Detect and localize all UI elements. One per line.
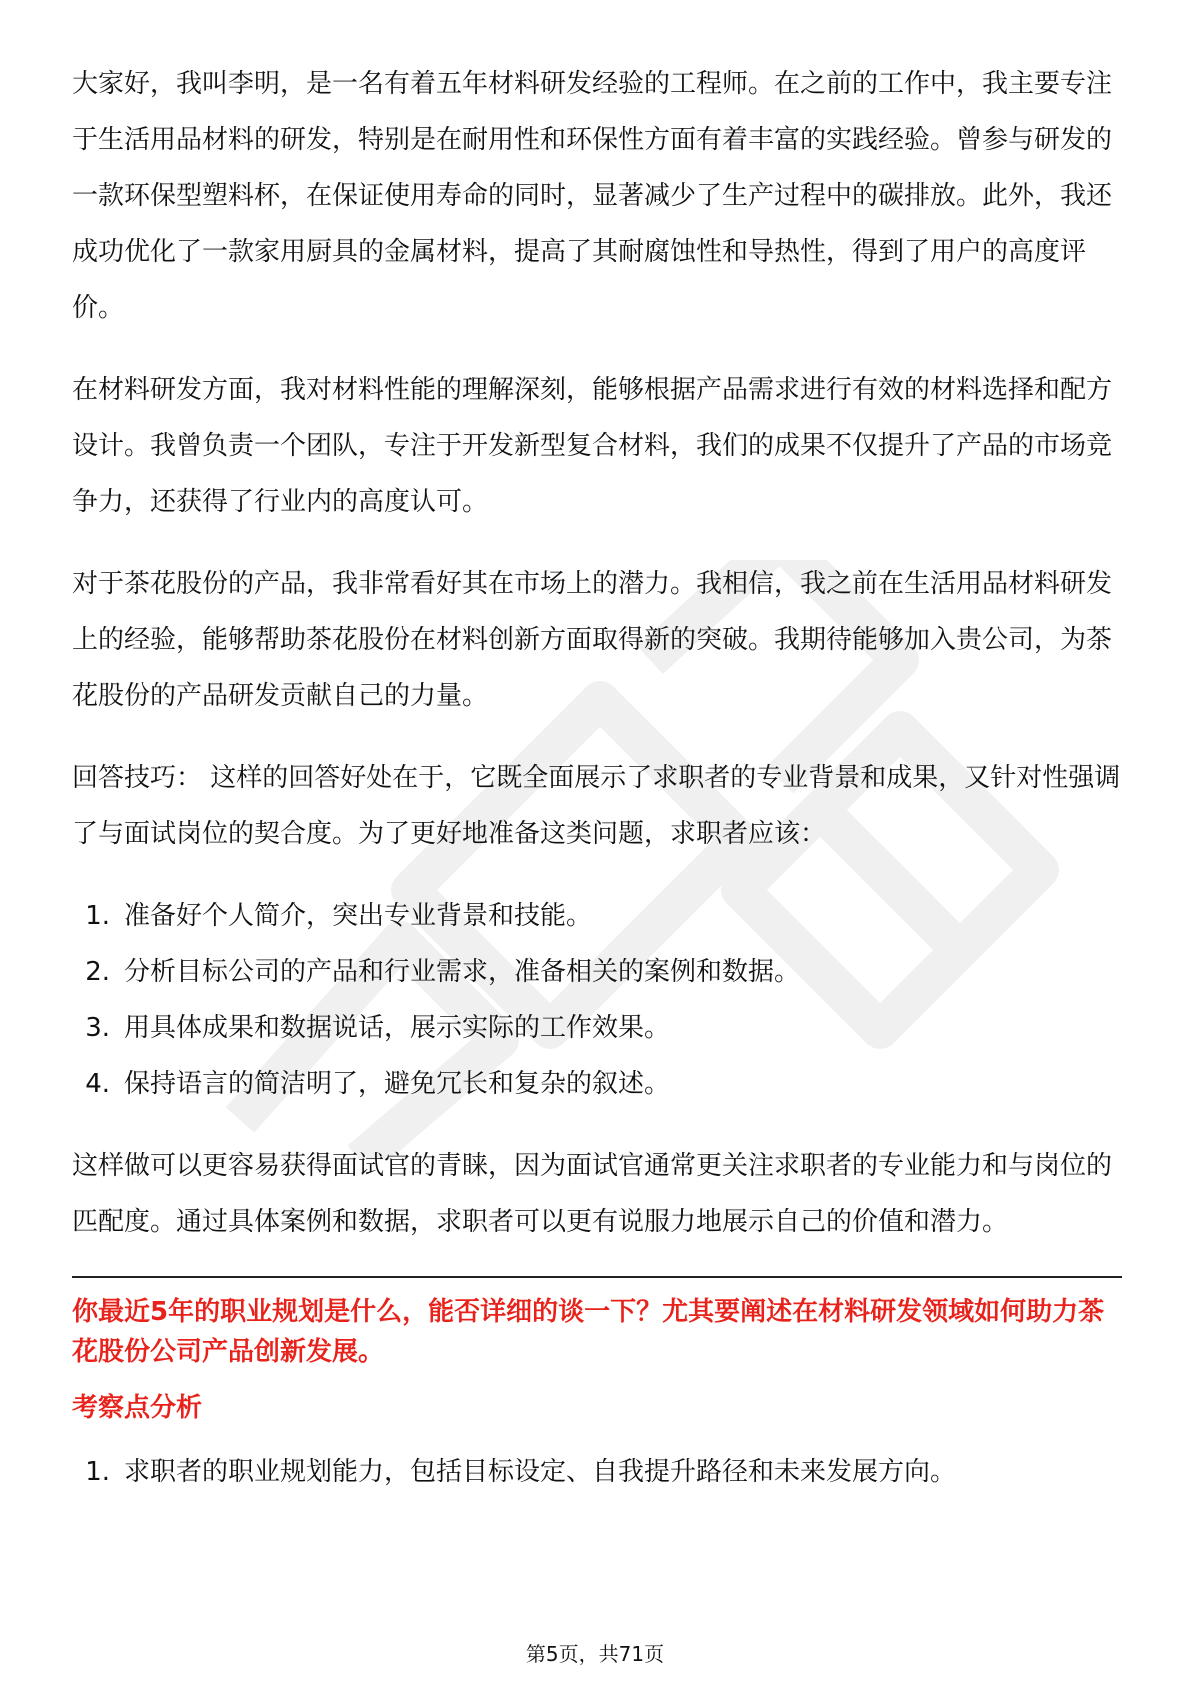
list-item bbox=[72, 1444, 1122, 1500]
list-item bbox=[72, 888, 1122, 944]
page-number: 第5页，共71页 bbox=[525, 1642, 665, 1666]
list-item bbox=[72, 1056, 1122, 1112]
closing-paragraph: 这样做可以更容易获得面试官的青睐，因为面试官通常更关注求职者的专业能力和与岗位的匹配度。通过具体案例和数据，求职者可以更有说服力地展示自己的价值和潜力。 bbox=[72, 1151, 1113, 1237]
list-item-number: 3. bbox=[85, 1013, 110, 1043]
experience-paragraph: 在材料研发方面，我对材料性能的理解深刻，能够根据产品需求进行有效的材料选择和配方设计。我曾负责一个团队，专注于开发新型复合材料，我们的成果不仅提升了产品的市场竞争力，还获得了行业内的高度认可。 bbox=[72, 375, 1113, 517]
intro-paragraph: 大家好，我叫李明，是一名有着五年材料研发经验的工程师。在之前的工作中，我主要专注于生活用品材料的研发，特别是在耐用性和环保性方面有着丰富的实践经验。曾参与研发的一款环保型塑料杯，在保证使用寿命的同时，显著减少了生产过程中的碳排放。此外，我还成功优化了一款家用厨具的金属材料，提高了其耐腐蚀性和导热性，得到了用户的高度评价。 bbox=[72, 69, 1113, 323]
tips-list bbox=[72, 888, 1122, 1112]
interview-question: 你最近5年的职业规划是什么，能否详细的谈一下？尤其要阐述在材料研发领域如何助力茶花股份公司产品创新发展。 bbox=[72, 1297, 1105, 1367]
list-item-number: 1. bbox=[85, 901, 110, 931]
answer-tips-paragraph: 回答技巧： 这样的回答好处在于，它既全面展示了求职者的专业背景和成果，又针对性强调了与面试岗位的契合度。为了更好地准备这类问题，求职者应该： bbox=[72, 763, 1121, 849]
section-divider bbox=[72, 1276, 1122, 1278]
document-page bbox=[72, 56, 1122, 1526]
list-item-text: 求职者的职业规划能力，包括目标设定、自我提升路径和未来发展方向。 bbox=[124, 1457, 957, 1487]
list-item-text: 准备好个人简介，突出专业背景和技能。 bbox=[124, 901, 593, 931]
list-item-text: 用具体成果和数据说话，展示实际的工作效果。 bbox=[124, 1013, 671, 1043]
list-item-text: 保持语言的简洁明了，避免冗长和复杂的叙述。 bbox=[124, 1069, 671, 1099]
list-item bbox=[72, 1000, 1122, 1056]
analysis-list bbox=[72, 1444, 1122, 1500]
motivation-paragraph: 对于茶花股份的产品，我非常看好其在市场上的潜力。我相信，我之前在生活用品材料研发上的经验，能够帮助茶花股份在材料创新方面取得新的突破。我期待能够加入贵公司，为茶花股份的产品研发贡献自己的力量。 bbox=[72, 569, 1113, 711]
list-item bbox=[72, 944, 1122, 1000]
list-item-number: 4. bbox=[85, 1069, 110, 1099]
list-item-number: 1. bbox=[85, 1457, 110, 1487]
list-item-text: 分析目标公司的产品和行业需求，准备相关的案例和数据。 bbox=[124, 957, 801, 987]
list-item-number: 2. bbox=[85, 957, 110, 987]
analysis-heading: 考察点分析 bbox=[72, 1393, 203, 1423]
